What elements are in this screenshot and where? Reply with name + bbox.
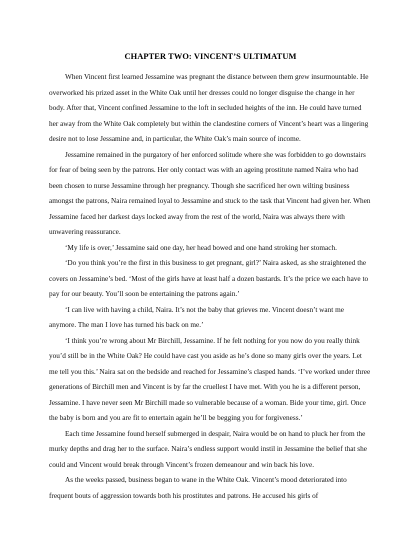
paragraph: Jessamine remained in the purgatory of her enforced solitude where she was forbidden to go downstairs for fear of being seen by the patrons. Her only contact was with an ageing prostitute named Naira who had been chosen to nurse Jessamine through her pregnancy. Though she sacrificed her own wilting business amongst the patrons, Naira remained loyal to Jessamine and stuck to the task that Vincent had given her. When Jessamine faced her darkest days locked away from the rest of the world, Naira was always there with unwavering reassurance. [49,150,371,236]
paragraph: When Vincent first learned Jessamine was pregnant the distance between them grew insurmountable. He overworked his prized asset in the White Oak until her dresses could no longer disguise the change in her body. After that, Vincent confined Jessamine to the loft in secluded heights of the inn. He could have turned her away from the White Oak completely but within the clandestine corners of Vincent’s heart was a lingering desire not to lose Jessamine and, in particular, the White Oak’s main source of income. [49,73,369,143]
paragraph: ‘I can live with having a child, Naira. It’s not the baby that grieves me. Vincent doesn’t want me anymore. The man I love has turned his back on me.’ [49,305,344,329]
paragraph: Each time Jessamine found herself submerged in despair, Naira would be on hand to pluck her from the murky depths and drag her to the surface. Naira’s endless support would instil in Jessamine the belief that she could and Vincent would break through Vincent’s frozen demeanour and win back his love. [49,429,367,469]
paragraph: ‘I think you’re wrong about Mr Birchill, Jessamine. If he felt nothing for you now do you really think you’d still be in the White Oak? He could have cast you aside as he’s done so many girls over the years. Let me tell you this.’ Naira sat on the bedside and reached for Jessamine’s clasped hands. ‘I’ve worked under three generations of Birchill men and Vincent is by far the cruellest I have met. With you he is a different person, Jessamine. I have never seen Mr Birchill made so vulnerable because of a woman. Bide your time, girl. Once the baby is born and you are fit to entertain again he’ll be begging you for forgiveness.’ [49,336,371,422]
chapter-title: CHAPTER TWO: VINCENT’S ULTIMATUM [124,52,297,61]
paragraph: ‘My life is over,’ Jessamine said one day, her head bowed and one hand stroking her stomach. [65,243,337,252]
paragraph: As the weeks passed, business began to wane in the White Oak. Vincent’s mood deteriorated into frequent bouts of aggression towards both his prostitutes and patrons. He accused his girls of [49,476,347,500]
chapter-body [49,70,372,504]
paragraph: ‘Do you think you’re the first in this business to get pregnant, girl?’ Naira asked, as she straightened the covers on Jessamine’s bed. ‘Most of the girls have at least half a dozen bastards. It’s the price we each have to pay for our beauty. You’ll soon be entertaining the patrons again.’ [49,259,369,298]
